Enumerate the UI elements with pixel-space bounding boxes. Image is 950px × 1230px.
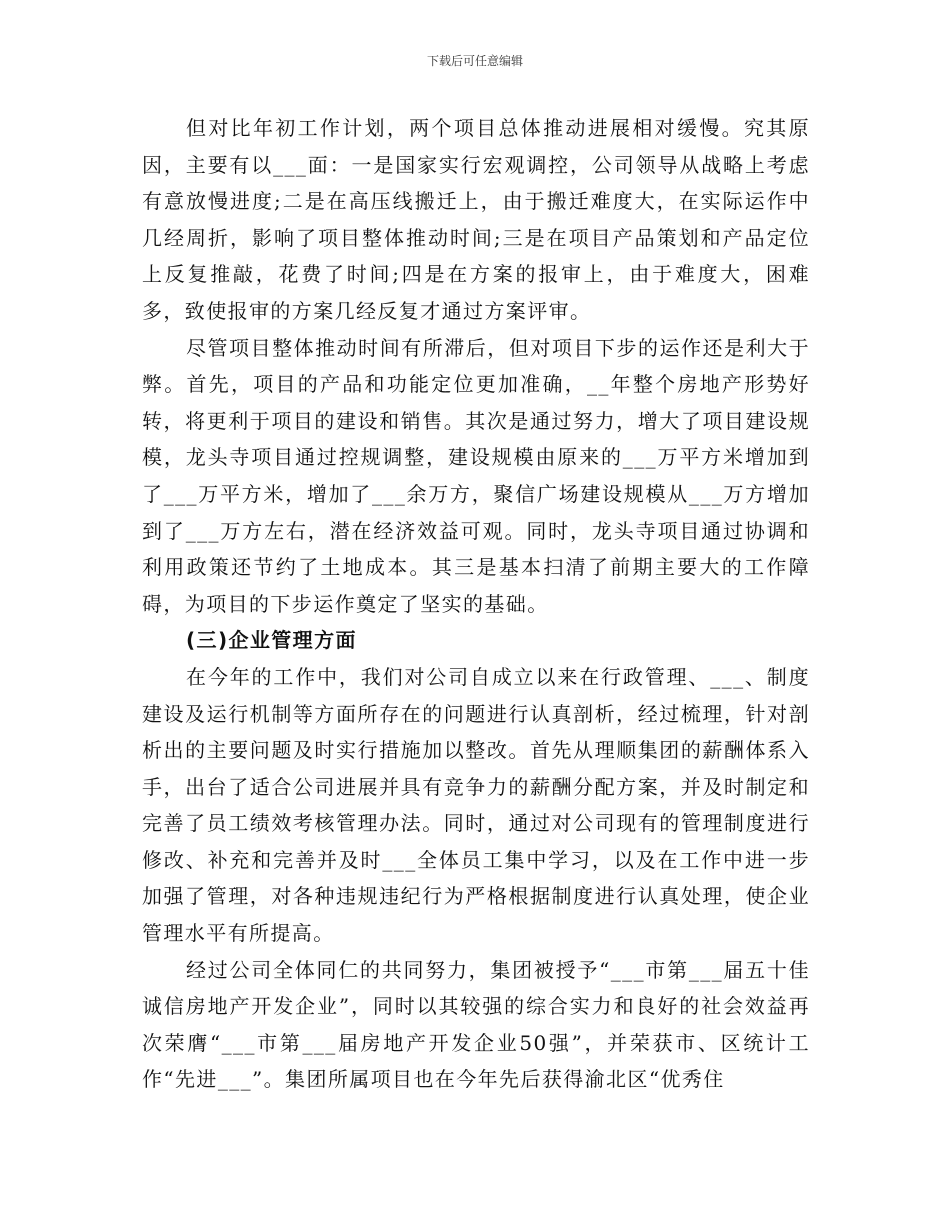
section-heading-enterprise-management: (三)企业管理方面 (186, 628, 357, 653)
paragraph-honors: 经过公司全体同仁的共同努力，集团被授予“___市第___届五十佳诚信房地产开发企业”，同时以其较强的综合实力和良好的社会效益再次荣膺“___市第___届房地产开发企业50强”，并荣获市、区统计工作“先进___”。集团所属项目也在今年先后获得渝北区“优秀住 (142, 957, 810, 1092)
paragraph-management-reform: 在今年的工作中，我们对公司自成立以来在行政管理、___、制度建设及运行机制等方面所存在的问题进行认真剖析，经过梳理，针对剖析出的主要问题及时实行措施加以整改。首先从理顺集团的薪酬体系入手，出台了适合公司进展并具有竞争力的薪酬分配方案，并及时制定和完善了员工绩效考核管理办法。同时，通过对公司现有的管理制度进行修改、补充和完善并及时___全体员工集中学习，以及在工作中进一步加强了管理，对各种违规违纪行为严格根据制度进行认真处理，使企业管理水平有所提高。 (142, 664, 810, 946)
document-body (142, 110, 810, 1098)
page-header: 下载后可任意编辑 (426, 54, 523, 68)
paragraph-progress-reasons: 但对比年初工作计划，两个项目总体推动进展相对缓慢。究其原因，主要有以___面：一是国家实行宏观调控，公司领导从战略上考虑有意放慢进度;二是在高压线搬迁上，由于搬迁难度大，在实际运作中几经周折，影响了项目整体推动时间;三是在项目产品策划和产品定位上反复推敲，花费了时间;四是在方案的报审上，由于难度大，困难多，致使报审的方案几经反复才通过方案评审。 (142, 116, 810, 323)
paragraph-project-benefits: 尽管项目整体推动时间有所滞后，但对项目下步的运作还是利大于弊。首先，项目的产品和功能定位更加准确，__年整个房地产形势好转，将更利于项目的建设和销售。其次是通过努力，增大了项目建设规模，龙头寺项目通过控规调整，建设规模由原来的___万平方米增加到了___万平方米，增加了___余万方，聚信广场建设规模从___万方增加到了___万方左右，潜在经济效益可观。同时，龙头寺项目通过协调和利用政策还节约了土地成本。其三是基本扫清了前期主要大的工作障碍，为项目的下步运作奠定了坚实的基础。 (142, 335, 810, 616)
